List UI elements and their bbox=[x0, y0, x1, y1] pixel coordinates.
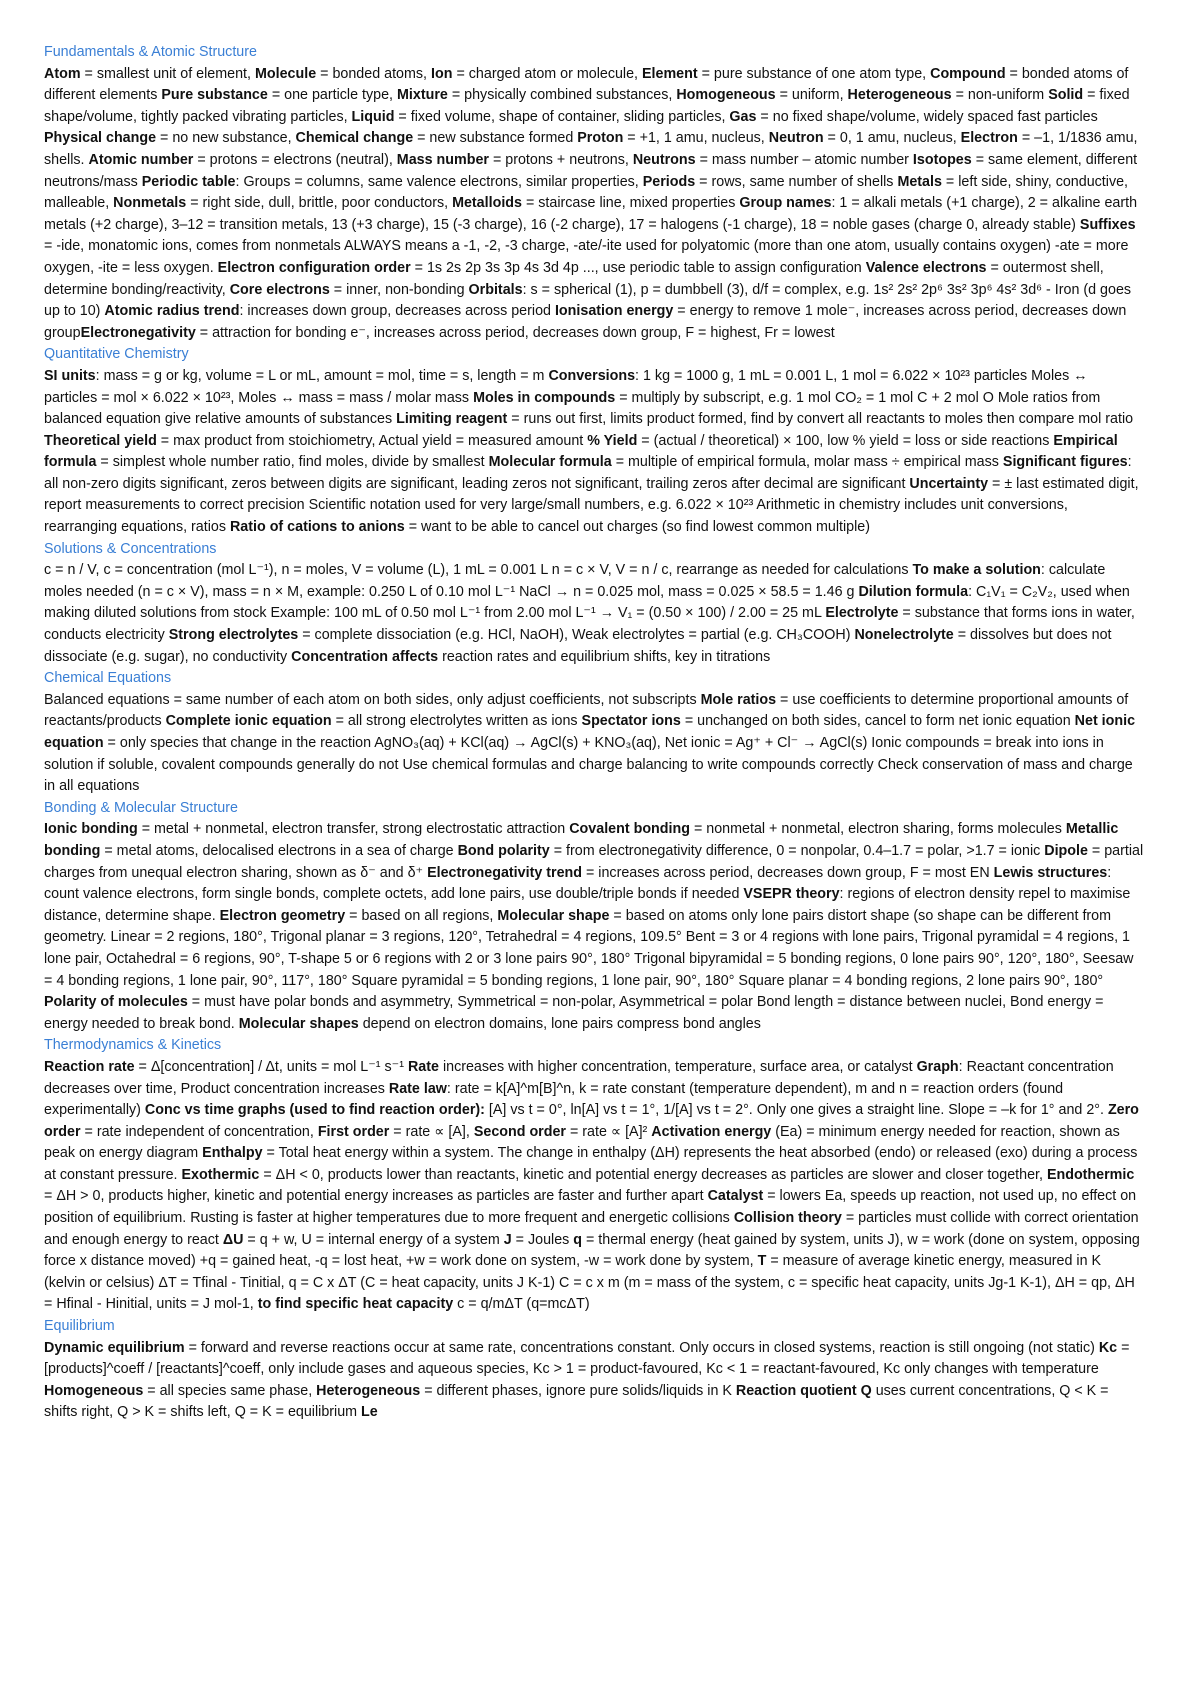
definition-entry bbox=[431, 66, 642, 82]
definition-term: Heterogeneous bbox=[316, 1382, 421, 1399]
definition-term: To make a solution bbox=[912, 562, 1041, 579]
definition-text: = runs out first, limits product formed, find by convert all reactants to moles then compare mol ratio bbox=[507, 411, 1134, 428]
definition-term: Neutrons bbox=[632, 151, 696, 168]
definition-text: = nonmetal + nonmetal, electron sharing, forms molecules bbox=[689, 821, 1066, 838]
definition-term: Strong electrolytes bbox=[168, 627, 299, 644]
definition-text: = dissolves but does not dissociate (e.g. sugar), no conductivity bbox=[44, 627, 1112, 665]
definition-text: : regions of electron density repel to maximise distance, determine shape. bbox=[44, 886, 1131, 924]
definition-entry bbox=[44, 562, 912, 578]
definition-term: Metalloids bbox=[452, 195, 522, 212]
definition-term: Rate bbox=[407, 1058, 439, 1075]
definition-term: Rate law bbox=[388, 1080, 447, 1097]
definition-text: = 1s 2s 2p 3s 3p 4s 3d 4p ..., use periodic table to assign configuration bbox=[410, 259, 866, 276]
definition-term: Metallic bonding bbox=[44, 821, 1119, 859]
definition-entry bbox=[113, 195, 452, 211]
definition-entry bbox=[769, 130, 961, 146]
definition-term: Electronegativity trend bbox=[427, 864, 582, 881]
definition-term: Theoretical yield bbox=[44, 432, 157, 449]
definition-text: = smallest unit of element, bbox=[80, 65, 255, 82]
definition-text: = charged atom or molecule, bbox=[452, 65, 643, 82]
definition-text: = [products]^coeff / [reactants]^coeff, only include gases and aqueous species, Kc > 1 = product-favoured, Kc < 1 = reactant-favoured, Kc only changes with temperature bbox=[44, 1339, 1130, 1378]
definition-text: = protons + neutrons, bbox=[488, 151, 633, 168]
definition-term: Electron bbox=[960, 130, 1018, 147]
definition-entry bbox=[577, 130, 769, 146]
definition-term: Neutron bbox=[768, 130, 824, 147]
definition-entry bbox=[396, 411, 1133, 427]
definition-entry bbox=[729, 109, 1097, 125]
section-body bbox=[44, 819, 1144, 1035]
definition-term: Mole ratios bbox=[700, 691, 777, 708]
definition-term: Heterogeneous bbox=[847, 87, 952, 104]
definition-term: Activation energy bbox=[651, 1123, 772, 1140]
definition-term: Valence electrons bbox=[865, 259, 987, 276]
definition-term: Electron geometry bbox=[219, 907, 346, 924]
definition-term: Limiting reagent bbox=[396, 411, 508, 428]
definition-text: = want to be able to cancel out charges (so find lowest common multiple) bbox=[404, 519, 871, 536]
definition-entry bbox=[161, 87, 397, 103]
definition-text: = mass number – atomic number bbox=[695, 151, 913, 168]
definition-text: c = q/mΔT (q=mcΔT) bbox=[453, 1296, 590, 1313]
section-body bbox=[44, 690, 1144, 798]
section bbox=[44, 668, 1144, 798]
definition-term: Homogeneous bbox=[676, 87, 776, 104]
definition-entry bbox=[642, 66, 930, 82]
section-body bbox=[44, 560, 1144, 668]
definition-entry bbox=[44, 1340, 1099, 1356]
definition-text: = –1, 1/1836 amu, shells. bbox=[44, 130, 1138, 168]
definition-term: Chemical change bbox=[295, 130, 414, 147]
section-heading: Quantitative Chemistry bbox=[44, 346, 189, 363]
cheat-sheet-page bbox=[44, 42, 1144, 1424]
definition-term: Pure substance bbox=[161, 87, 268, 104]
definition-text: = (actual / theoretical) × 100, low % yield = loss or side reactions bbox=[637, 432, 1054, 449]
definition-entry bbox=[458, 843, 1045, 859]
definition-term: Nonmetals bbox=[113, 195, 187, 212]
section-body bbox=[44, 64, 1144, 345]
definition-term: Periods bbox=[642, 173, 696, 190]
definition-term: Group names bbox=[739, 195, 832, 212]
definition-text: = left side, shiny, conductive, malleable, bbox=[44, 173, 1129, 212]
definition-text: : 1 = alkali metals (+1 charge), 2 = alkaline earth metals (+2 charge), 3–12 = transition metals, 13 (+3 charge), 15 (-3 charge), 16 (-2 charge), 17 = halogens (-1 charge), 18 = noble gases (charge 0, already stable) bbox=[44, 195, 1138, 233]
definition-term: Enthalpy bbox=[202, 1145, 263, 1162]
definition-entry bbox=[44, 1059, 408, 1075]
definition-term: Moles in compounds bbox=[473, 389, 616, 406]
definition-term: Molecule bbox=[254, 65, 317, 82]
definition-entry bbox=[291, 649, 770, 665]
section-heading: Chemical Equations bbox=[44, 670, 172, 687]
definition-term: Covalent bonding bbox=[569, 821, 690, 838]
definition-entry bbox=[223, 1232, 504, 1248]
definition-term: Liquid bbox=[351, 108, 395, 125]
definition-entry bbox=[352, 109, 730, 125]
definition-text: = -ide, monatomic ions, comes from nonmetals ALWAYS means a -1, -2, -3 charge, -ate/-ite used for polyatomic (more than one atom, usually contains oxygen) -ate = more oxygen, -ite = less oxygen. bbox=[44, 238, 1129, 276]
definition-text: = forward and reverse reactions occur at same rate, concentrations constant. Only occurs in closed systems, reaction is still ongoing (not static) bbox=[184, 1339, 1099, 1356]
definition-text: : all non-zero digits significant, zeros between digits are significant, leading zeros not significant, trailing zeros after decimal are significant bbox=[44, 454, 1132, 492]
definition-text: = multiply by subscript, e.g. 1 mol CO₂ = 1 mol C + 2 mol O Mole ratios from balanced equation give relative amounts of substances bbox=[44, 389, 1101, 428]
definition-entry bbox=[582, 713, 1075, 729]
definition-text: : Groups = columns, same valence electrons, similar properties, bbox=[235, 173, 643, 190]
section bbox=[44, 1035, 1144, 1316]
definition-text: Balanced equations = same number of each atom on both sides, only adjust coefficients, not subscripts bbox=[44, 691, 701, 708]
definition-text: = new substance formed bbox=[413, 130, 578, 147]
definition-entry bbox=[258, 1296, 590, 1312]
definition-term: Compound bbox=[930, 65, 1006, 82]
definition-term: Le bbox=[361, 1404, 378, 1421]
definition-text: = increases across period, decreases down group, F = most EN bbox=[582, 864, 994, 881]
definition-entry bbox=[296, 130, 578, 146]
definition-text: depend on electron domains, lone pairs compress bond angles bbox=[358, 1015, 761, 1032]
definition-text: = +1, 1 amu, nucleus, bbox=[623, 130, 769, 147]
definition-text: = all species same phase, bbox=[143, 1382, 317, 1399]
definition-entry bbox=[569, 821, 1066, 837]
definition-term: Conversions bbox=[548, 367, 636, 384]
definition-text: = non-uniform bbox=[951, 87, 1049, 104]
definition-term: Ionic bonding bbox=[44, 821, 138, 838]
definition-term: Molecular shapes bbox=[238, 1015, 359, 1032]
definition-term: T bbox=[757, 1253, 767, 1270]
definition-entry bbox=[452, 195, 739, 211]
definition-term: Nonelectrolyte bbox=[854, 627, 954, 644]
definition-text: = multiple of empirical formula, molar mass ÷ empirical mass bbox=[611, 454, 1003, 471]
definition-text: = complete dissociation (e.g. HCl, NaOH), Weak electrolytes = partial (e.g. CH₃COOH) bbox=[298, 627, 855, 644]
section bbox=[44, 1316, 1144, 1424]
definition-term: Molecular shape bbox=[497, 907, 610, 924]
definition-entry bbox=[230, 282, 469, 298]
definition-text: : count valence electrons, form single bonds, complete octets, add lone pairs, use double/triple bonds if needed bbox=[44, 864, 1112, 903]
definition-text: = from electronegativity difference, 0 = nonpolar, 0.4–1.7 = polar, >1.7 = ionic bbox=[549, 842, 1045, 859]
section-heading: Fundamentals & Atomic Structure bbox=[44, 44, 257, 60]
definition-term: Collision theory bbox=[733, 1210, 842, 1227]
definition-term: Conc vs time graphs (used to find reaction order): bbox=[144, 1102, 485, 1119]
definition-term: Atomic radius trend bbox=[104, 303, 240, 320]
definition-text: = q + w, U = internal energy of a system bbox=[243, 1231, 504, 1248]
definition-term: Mixture bbox=[397, 87, 448, 104]
definition-entry bbox=[316, 1383, 736, 1399]
definition-text: = ± last estimated digit, report measurements to correct precision Scientific notation used for very large/small numbers, e.g. 6.022 × 10²³ Arithmetic in chemistry includes unit conversions, rearranging equations, ratios bbox=[44, 475, 1139, 536]
definition-text: = thermal energy (heat gained by system, units J), w = work (done on system, opposing force x distance moved) +q = gained heat, -q = lost heat, +w = work done on system, -w = work done by system, bbox=[44, 1231, 1140, 1270]
section-body bbox=[44, 1338, 1144, 1424]
definition-term: ΔU bbox=[222, 1231, 244, 1248]
definition-term: Complete ionic equation bbox=[165, 713, 332, 730]
definition-entry bbox=[408, 1059, 917, 1075]
definition-text: = protons = electrons (neutral), bbox=[193, 151, 397, 168]
definition-entry bbox=[504, 1232, 574, 1248]
definition-term: Bond polarity bbox=[457, 842, 550, 859]
definition-text: = attraction for bonding e⁻, increases across period, decreases down group, F = highest, Fr = lowest bbox=[195, 324, 835, 341]
definition-entry bbox=[44, 130, 296, 146]
definition-term: Solid bbox=[1048, 87, 1084, 104]
definition-entry bbox=[239, 1016, 761, 1032]
definition-term: Spectator ions bbox=[581, 713, 681, 730]
section-heading: Solutions & Concentrations bbox=[44, 540, 217, 557]
section-heading: Equilibrium bbox=[44, 1318, 115, 1335]
definition-term: Homogeneous bbox=[44, 1382, 144, 1399]
definition-entry bbox=[166, 713, 582, 729]
definition-text: = partial charges from unequal electron sharing, shown as δ⁻ and δ⁺ bbox=[44, 842, 1144, 881]
definition-term: Dilution formula bbox=[858, 583, 969, 600]
definition-text: = uniform, bbox=[775, 87, 848, 104]
definition-entry bbox=[44, 433, 587, 449]
definition-term: Reaction quotient Q bbox=[735, 1382, 872, 1399]
definition-term: Dipole bbox=[1044, 842, 1088, 859]
definition-term: Molecular formula bbox=[488, 454, 612, 471]
definition-entry bbox=[81, 325, 835, 341]
definition-text: = rows, same number of shells bbox=[695, 173, 898, 190]
definition-term: Empirical formula bbox=[44, 432, 1118, 471]
definition-term: VSEPR theory bbox=[743, 886, 840, 903]
definition-entry bbox=[397, 152, 633, 168]
definition-text: = based on atoms only lone pairs distort shape (so shape can be different from geometry. Linear = 2 regions, 180°, Trigonal planar = 3 regions, 120°, Tetrahedral = 4 regions, 109.5° Bent = 3 or 4 regions with lone pairs, Trigonal pyramidal = 4 regions, 1 lone pair, Octahedral = 6 regions, 90°, T-shape 5 or 6 regions with 2 or 3 lone pairs 90°, 180° Trigonal bipyramidal = 5 bonding regions, 0 lone pairs 90°, 120°, 180°, Seesaw = 4 bonding regions, 1 lone pair, 90°, 117°, 180° Square pyramidal = 5 bonding regions, 1 lone pair, 90°, 180° Square planar = 4 bonding regions, 2 lone pairs 90°, 180° bbox=[44, 907, 1134, 989]
definition-entry bbox=[318, 1124, 474, 1140]
definition-text: = substance that forms ions in water, conducts electricity bbox=[44, 605, 1135, 644]
definition-entry bbox=[89, 152, 397, 168]
definition-entry bbox=[145, 1102, 1108, 1118]
definition-term: J bbox=[503, 1231, 512, 1248]
definition-entry bbox=[848, 87, 1049, 103]
definition-text: = particles must collide with correct orientation and enough energy to react bbox=[44, 1210, 1139, 1248]
definition-term: First order bbox=[317, 1123, 390, 1140]
definition-text: = lowers Ea, speeds up reaction, not used up, no effect on position of equilibrium. Rusting is faster at higher temperatures due to more frequent and energetic collisions bbox=[44, 1188, 1137, 1227]
definition-text: = Δ[concentration] / Δt, units = mol L⁻¹ s⁻¹ bbox=[134, 1058, 408, 1075]
definition-term: Electrolyte bbox=[825, 605, 899, 622]
definition-text: = staircase line, mixed properties bbox=[521, 195, 740, 212]
definition-text: = must have polar bonds and asymmetry, Symmetrical = non-polar, Asymmetrical = polar Bond length = distance between nuclei, Bond energy = energy needed to break bond. bbox=[44, 994, 1104, 1032]
definition-text: = all strong electrolytes written as ions bbox=[331, 713, 582, 730]
definition-term: Atom bbox=[44, 65, 81, 82]
section bbox=[44, 344, 1144, 538]
definition-text: uses current concentrations, Q < K = shifts right, Q > K = shifts left, Q = K = equilibrium bbox=[44, 1382, 1109, 1421]
definition-term: Significant figures bbox=[1002, 454, 1128, 471]
definition-text: c = n / V, c = concentration (mol L⁻¹), n = moles, V = volume (L), 1 mL = 0.001 L n = c × V, V = n / c, rearrange as needed for calculations bbox=[44, 562, 913, 579]
definition-text: = unchanged on both sides, cancel to form net ionic equation bbox=[680, 713, 1075, 730]
definition-term: Isotopes bbox=[912, 151, 972, 168]
definition-term: Zero order bbox=[44, 1102, 1139, 1140]
definition-text: = rate independent of concentration, bbox=[80, 1123, 318, 1140]
definition-text: : Reactant concentration decreases over time, Product concentration increases bbox=[44, 1058, 1114, 1097]
definition-term: Proton bbox=[577, 130, 624, 147]
definition-entry bbox=[104, 303, 555, 319]
definition-entry bbox=[427, 865, 994, 881]
definition-text: increases with higher concentration, temperature, surface area, or catalyst bbox=[438, 1058, 917, 1075]
definition-text: = based on all regions, bbox=[345, 907, 498, 924]
definition-entry bbox=[255, 66, 431, 82]
definition-term: Core electrons bbox=[229, 281, 330, 298]
definition-term: Orbitals bbox=[468, 281, 523, 298]
section-heading: Bonding & Molecular Structure bbox=[44, 799, 238, 816]
definition-term: Catalyst bbox=[707, 1188, 764, 1205]
definition-term: Ratio of cations to anions bbox=[229, 519, 405, 536]
section-heading: Thermodynamics & Kinetics bbox=[44, 1037, 222, 1054]
definition-text: [A] vs t = 0°, ln[A] vs t = 1°, 1/[A] vs t = 2°. Only one gives a straight line. Slope = –k for 1° and 2°. bbox=[484, 1102, 1108, 1119]
definition-text: = 0, 1 amu, nucleus, bbox=[823, 130, 961, 147]
definition-text: : s = spherical (1), p = dumbbell (3), d/f = complex, e.g. 1s² 2s² 2p⁶ 3s² 3p⁶ 4s² 3d⁶ - Iron (d goes up to 10) bbox=[44, 281, 1132, 320]
definition-text: = simplest whole number ratio, find moles, divide by smallest bbox=[96, 454, 489, 471]
definition-entry bbox=[633, 152, 913, 168]
definition-term: Ionisation energy bbox=[554, 303, 674, 320]
definition-term: Exothermic bbox=[181, 1166, 260, 1183]
definition-term: Kc bbox=[1098, 1339, 1118, 1356]
definition-term: Ion bbox=[431, 65, 453, 82]
definition-entry bbox=[643, 174, 898, 190]
definition-entry bbox=[44, 821, 569, 837]
definition-text: = Total heat energy within a system. The change in enthalpy (ΔH) represents the heat absorbed (endo) or released (exo) during a process at constant pressure. bbox=[44, 1145, 1138, 1183]
definition-text: = rate ∝ [A]² bbox=[565, 1123, 652, 1140]
definition-text: = bonded atoms of different elements bbox=[44, 65, 1129, 104]
definition-text: : calculate moles needed (n = c × V), mass = n × M, example: 0.250 L of 0.10 mol L⁻¹ NaCl → n = 0.025 mol, mass = 0.025 × 58.5 = 1.46 g bbox=[44, 562, 1106, 600]
definition-text: = physically combined substances, bbox=[447, 87, 677, 104]
definition-term: % Yield bbox=[587, 432, 638, 449]
definition-text: = ΔH < 0, products lower than reactants, kinetic and potential energy decreases as particles are slower and closer together, bbox=[259, 1166, 1047, 1183]
definition-term: Gas bbox=[729, 108, 757, 125]
definition-entry bbox=[676, 87, 847, 103]
definition-text: = fixed volume, shape of container, sliding particles, bbox=[394, 108, 730, 125]
definition-text: = ΔH > 0, products higher, kinetic and potential energy increases as particles are faster and further apart bbox=[44, 1188, 708, 1205]
definition-term: Uncertainty bbox=[909, 475, 989, 492]
section bbox=[44, 798, 1144, 1036]
definition-text: = use coefficients to determine proportional amounts of reactants/products bbox=[44, 691, 1129, 730]
definition-entry bbox=[230, 519, 870, 535]
definition-text: = rate ∝ [A], bbox=[389, 1123, 474, 1140]
definition-term: Metals bbox=[897, 173, 942, 190]
definition-term: to find specific heat capacity bbox=[257, 1296, 454, 1313]
definition-text: = outermost shell, determine bonding/reactivity, bbox=[44, 259, 1104, 298]
definition-entry bbox=[361, 1404, 378, 1420]
definition-text: = no new substance, bbox=[156, 130, 296, 147]
definition-entry bbox=[220, 908, 498, 924]
section bbox=[44, 539, 1144, 669]
definition-entry bbox=[397, 87, 676, 103]
section bbox=[44, 42, 1144, 344]
definition-text: = one particle type, bbox=[267, 87, 397, 104]
definition-entry bbox=[218, 260, 866, 276]
definition-text: = only species that change in the reaction AgNO₃(aq) + KCl(aq) → AgCl(s) + KNO₃(aq), Net ionic = Ag⁺ + Cl⁻ → AgCl(s) Ionic compounds = break into ions in solution if soluble, covalent compounds generally do not Use chemical formulas and charge balancing to write compounds correctly Check conservation of mass and charge in all equations bbox=[44, 735, 1133, 795]
section-body bbox=[44, 1057, 1144, 1316]
definition-text: = same element, different neutrons/mass bbox=[44, 151, 1138, 190]
definition-text: = metal atoms, delocalised electrons in a sea of charge bbox=[100, 842, 458, 859]
definition-text: = right side, dull, brittle, poor conductors, bbox=[186, 195, 453, 212]
definition-term: Electron configuration order bbox=[217, 259, 411, 276]
definition-term: Lewis structures bbox=[993, 864, 1108, 881]
definition-text: = metal + nonmetal, electron transfer, strong electrostatic attraction bbox=[137, 821, 570, 838]
definition-term: Second order bbox=[473, 1123, 566, 1140]
definition-text: = bonded atoms, bbox=[316, 65, 432, 82]
definition-text: = pure substance of one atom type, bbox=[697, 65, 931, 82]
definition-term: Atomic number bbox=[88, 151, 194, 168]
definition-term: Endothermic bbox=[1046, 1166, 1135, 1183]
definition-term: Suffixes bbox=[1079, 216, 1136, 233]
definition-term: q bbox=[573, 1231, 582, 1248]
definition-entry bbox=[44, 368, 548, 384]
definition-text: = max product from stoichiometry, Actual yield = measured amount bbox=[156, 432, 588, 449]
definition-term: Polarity of molecules bbox=[44, 994, 188, 1011]
definition-text: = measure of average kinetic energy, measured in K (kelvin or celsius) ΔT = Tfinal - Tinitial, q = C x ΔT (C = heat capacity, units J K-1) C = c x m (m = mass of the system, c = specific heat capacity, units Jg-1 K-1), ΔH = qp, ΔH = Hfinal - Hinitial, units = J mol-1, bbox=[44, 1253, 1135, 1313]
definition-term: Physical change bbox=[44, 130, 157, 147]
definition-text: : increases down group, decreases across period bbox=[239, 303, 555, 320]
definition-entry bbox=[489, 454, 1003, 470]
definition-term: Dynamic equilibrium bbox=[44, 1339, 185, 1356]
definition-term: SI units bbox=[44, 367, 96, 384]
definition-entry bbox=[44, 692, 701, 708]
definition-term: Reaction rate bbox=[44, 1058, 135, 1075]
definition-entry bbox=[44, 1383, 316, 1399]
definition-text: : mass = g or kg, volume = L or mL, amount = mol, time = s, length = m bbox=[95, 367, 549, 384]
definition-text: (Ea) = minimum energy needed for reaction, shown as peak on energy diagram bbox=[44, 1123, 1120, 1162]
definition-text: = no fixed shape/volume, widely spaced fast particles bbox=[756, 108, 1098, 125]
definition-term: Element bbox=[642, 65, 698, 82]
definition-term: Graph bbox=[916, 1058, 959, 1075]
definition-entry bbox=[142, 174, 643, 190]
section-body bbox=[44, 366, 1144, 539]
definition-entry bbox=[474, 1124, 651, 1140]
definition-text: = Joules bbox=[511, 1231, 574, 1248]
definition-text: reaction rates and equilibrium shifts, key in titrations bbox=[438, 648, 771, 665]
definition-text: : C₁V₁ = C₂V₂, used when making diluted solutions from stock Example: 100 mL of 0.50 mol L⁻¹ from 2.00 mol L⁻¹ → V₁ = (0.50 × 100) / 2.00 = 25 mL bbox=[44, 583, 1130, 622]
definition-text: = fixed shape/volume, tightly packed vibrating particles, bbox=[44, 87, 1130, 125]
definition-text: : rate = k[A]^m[B]^n, k = rate constant (temperature dependent), m and n = reaction orders (found experimentally) bbox=[44, 1080, 1064, 1119]
definition-text: : 1 kg = 1000 g, 1 mL = 0.001 L, 1 mol = 6.022 × 10²³ particles Moles ↔ particles = mol × 6.022 × 10²³, Moles ↔ mass = mass / molar mass bbox=[44, 367, 1088, 406]
definition-term: Mass number bbox=[396, 151, 489, 168]
definition-text: = inner, non-bonding bbox=[329, 281, 469, 298]
definition-term: Concentration affects bbox=[291, 648, 439, 665]
definition-entry bbox=[169, 627, 855, 643]
definition-term: Periodic table bbox=[141, 173, 236, 190]
definition-entry bbox=[181, 1167, 1046, 1183]
definition-term: Electronegativity bbox=[80, 324, 196, 341]
definition-entry bbox=[44, 66, 255, 82]
definition-text: = different phases, ignore pure solids/liquids in K bbox=[420, 1382, 736, 1399]
definition-entry bbox=[587, 433, 1053, 449]
definition-term: Net ionic equation bbox=[44, 713, 1136, 751]
definition-text: = energy to remove 1 mole⁻, increases across period, decreases down group bbox=[44, 303, 1127, 341]
